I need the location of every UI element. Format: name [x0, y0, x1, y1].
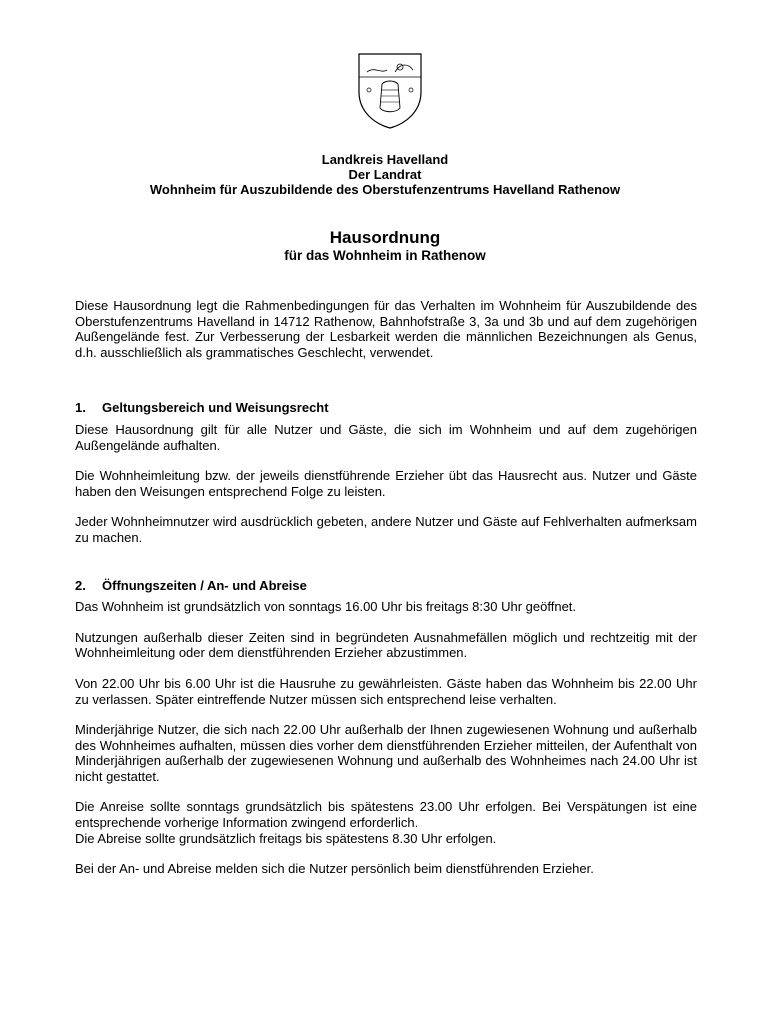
section-number: 2. — [75, 577, 86, 593]
header-district: Landkreis Havelland — [321, 152, 449, 167]
document-subtitle: für das Wohnheim in Rathenow — [284, 248, 486, 263]
paragraph: Die Abreise sollte grundsätzlich freitags bis spätestens 8.30 Uhr erfolgen. — [75, 830, 497, 846]
paragraph: Die Anreise sollte sonntags grundsätzlich bis spätestens 23.00 Uhr erfolgen. Bei Verspätungen ist eine entsprechende vorherige Information zwingend erforderlich. — [75, 799, 697, 831]
header-authority: Der Landrat — [348, 167, 422, 182]
section-heading — [75, 578, 697, 594]
paragraph: Bei der An- und Abreise melden sich die Nutzer persönlich beim dienstführenden Erzieher. — [75, 861, 594, 877]
paragraph: Jeder Wohnheimnutzer wird ausdrücklich gebeten, andere Nutzer und Gäste auf Fehlverhalten aufmerksam zu machen. — [75, 514, 697, 545]
paragraph: Minderjährige Nutzer, die sich nach 22.00 Uhr außerhalb der Ihnen zugewiesenen Wohnung und außerhalb des Wohnheimes aufhalten, müssen dies vorher dem dienstführenden Erzieher mitteilen, der Aufenthalt von Minderjährigen außerhalb der zugewiesenen Wohnung und außerhalb des Wohnheimes nach 24.00 Uhr ist nicht gestattet. — [75, 722, 697, 784]
paragraph: Von 22.00 Uhr bis 6.00 Uhr ist die Hausruhe zu gewährleisten. Gäste haben das Wohnheim bis 22.00 Uhr zu verlassen. Später eintreffende Nutzer müssen sich entsprechend leise verhalten. — [75, 675, 697, 707]
document-title: Hausordnung — [329, 228, 441, 247]
paragraph: Das Wohnheim ist grundsätzlich von sonntags 16.00 Uhr bis freitags 8:30 Uhr geöffnet. — [75, 599, 577, 615]
section-number: 1. — [75, 400, 86, 416]
section-title: Öffnungszeiten / An- und Abreise — [102, 577, 307, 593]
section-title: Geltungsbereich und Weisungsrecht — [102, 400, 329, 416]
intro-paragraph: Diese Hausordnung legt die Rahmenbedingungen für das Verhalten im Wohnheim für Auszubildende des Oberstufenzentrums Havelland in 14712 Rathenow, Bahnhofstraße 3, 3a und 3b und auf dem zugehörigen Außengelände fest. Zur Verbesserung der Lesbarkeit werden die männlichen Bezeichnungen als Genus, d.h. ausschließlich als grammatisches Geschlecht, verwendet. — [75, 298, 697, 360]
header-institution: Wohnheim für Auszubildende des Oberstufenzentrums Havelland Rathenow — [149, 182, 621, 197]
document-header — [0, 152, 770, 197]
section-heading — [75, 400, 697, 416]
document-body — [75, 298, 697, 892]
paragraph: Diese Hausordnung gilt für alle Nutzer und Gäste, die sich im Wohnheim und auf dem zugehörigen Außengelände aufhalten. — [75, 421, 697, 453]
coat-of-arms-icon — [355, 50, 425, 130]
paragraph: Die Wohnheimleitung bzw. der jeweils dienstführende Erzieher übt das Hausrecht aus. Nutzer und Gäste haben den Weisungen entsprechend Folge zu leisten. — [75, 468, 697, 499]
paragraph: Nutzungen außerhalb dieser Zeiten sind in begründeten Ausnahmefällen möglich und rechtzeitig mit der Wohnheimleitung oder dem dienstführenden Erzieher abzustimmen. — [75, 629, 697, 661]
